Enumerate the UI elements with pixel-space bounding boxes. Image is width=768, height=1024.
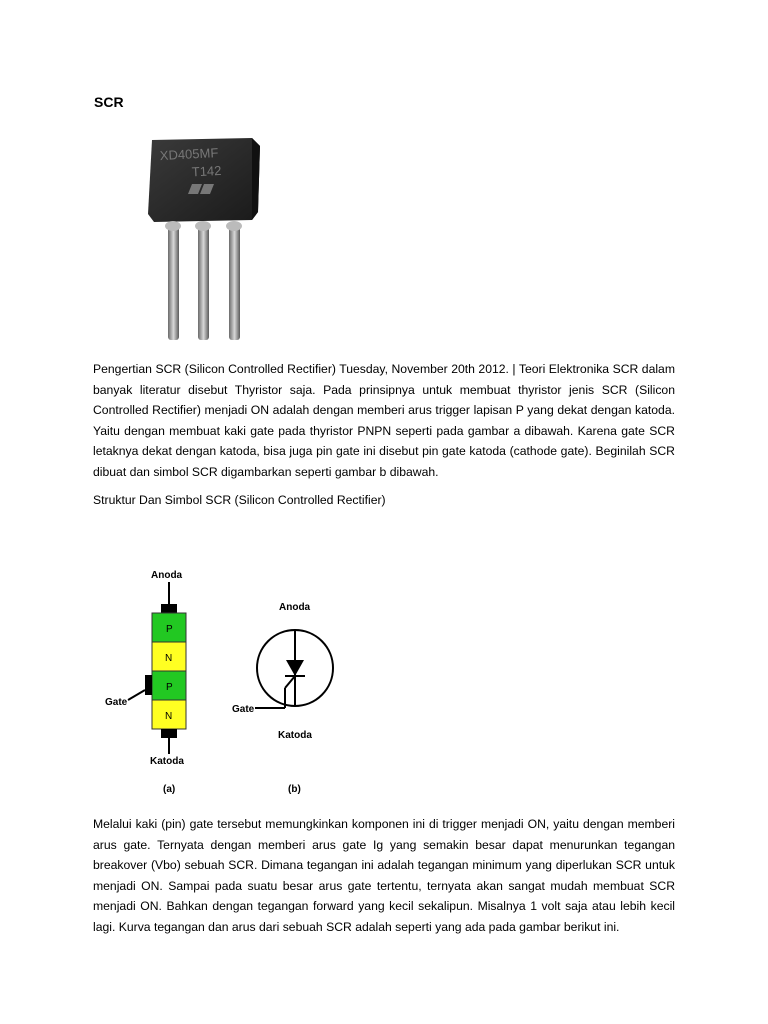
b-cathode-label: Katoda [278, 730, 312, 741]
photo-marking-1: XD405MF [159, 145, 219, 164]
a-gate-label: Gate [105, 697, 128, 708]
a-anode-label: Anoda [151, 570, 183, 581]
layer-label-1: P [166, 624, 173, 635]
paragraph-intro: Pengertian SCR (Silicon Controlled Rectifier) Tuesday, November 20th 2012. | Teori Elektronika SCR dalam banyak literatur disebut Thyristor saja. Pada prinsipnya untuk membuat thyristor jenis SCR (Silicon Controlled Rectifier) menjadi ON adalah dengan memberi arus trigger lapisan P yang dekat dengan katoda. Yaitu dengan membuat kaki gate pada thyristor PNPN seperti pada gambar a dibawah. Karena gate SCR letaknya dekat dengan katoda, bisa juga pin gate ini disebut pin gate katoda (cathode gate). Beginilah SCR dibuat dan simbol SCR digambarkan seperti gambar b dibawah. [93, 362, 675, 479]
scr-component-photo [140, 134, 265, 344]
layer-label-3: P [166, 682, 173, 693]
a-caption: (a) [163, 784, 176, 795]
a-cathode-label: Katoda [150, 756, 184, 767]
paragraph-gate-trigger: Melalui kaki (pin) gate tersebut memungkinkan komponen ini di trigger menjadi ON, yaitu dengan memberi arus gate. Ternyata dengan memberi arus gate Ig yang semakin besar dapat menurunkan tegangan breakover (Vbo) sebuah SCR. Dimana tegangan ini adalah tegangan minimum yang diperlukan SCR untuk menjadi ON. Sampai pada suatu besar arus gate tertentu, ternyata akan sangat mudah membuat SCR menjadi ON. Bahkan dengan tegangan forward yang kecil sekalipun. Misalnya 1 volt saja atau lebih kecil lagi. Kurva tegangan dan arus dari sebuah SCR adalah seperti yang ada pada gambar berikut ini. [93, 817, 675, 934]
document-title: SCR [94, 94, 124, 110]
scr-structure-symbol-diagram [95, 560, 355, 800]
paragraph-heading: Struktur Dan Simbol SCR (Silicon Controlled Rectifier) [93, 493, 386, 507]
layer-label-4: N [165, 711, 173, 722]
b-gate-label: Gate [232, 704, 255, 715]
photo-marking-2: T142 [191, 162, 222, 180]
b-anode-label: Anoda [279, 602, 311, 613]
layer-label-2: N [165, 653, 173, 664]
b-caption: (b) [288, 784, 301, 795]
